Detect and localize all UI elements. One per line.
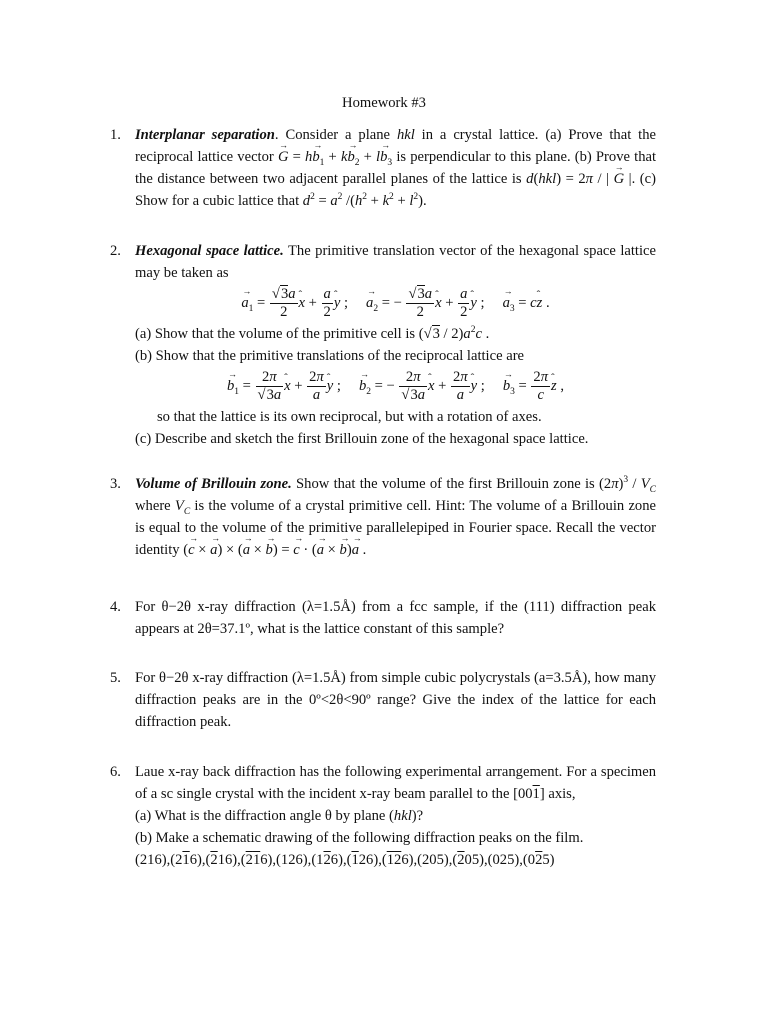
problem-6: 6. Laue x-ray back diffraction has the following experimental arrangement. For a specimen of a sc single crystal with the incident x-ray beam parallel to the [001] axis, (a) What is the diffraction angle θ by plane (hkl)? (b) Make a schematic drawing of the following diffraction peaks on the film. (216),(216),(216),(216),(126),(126),(126),(126),(205),(205),(025),(025) (110, 761, 656, 871)
problem-number: 2. (110, 243, 121, 259)
problem-heading: Hexagonal space lattice. (135, 243, 284, 259)
problem-number: 1. (110, 127, 121, 143)
problem-heading: Volume of Brillouin zone. (135, 476, 292, 492)
vector-identity: (→ c × → a) × (→ a × → b) = → c · (→ a × → b)→ a . (183, 542, 366, 558)
problem-heading: Interplanar separation (135, 127, 275, 143)
problem-4: 4. For θ−2θ x-ray diffraction (λ=1.5Å) from a fcc sample, if the (111) diffraction peak appears at 2θ=37.1º, what is the lattice constant of this sample? (110, 596, 656, 640)
reciprocal-vector-formula: → $G = h\to b_1 + k\to b_2 + l\to b_3$ (278, 149, 392, 165)
problem-3: 3. Volume of Brillouin zone. Show that the volume of the first Brillouin zone is $(2\pi)^3 / V_C$ where $V_C$ is the volume of a crystal primitive cell. Hint: The volume of a Brillouin zone is equal to the volume of the primitive parallelepiped in Fourier space. Recall the vector identity (→ c × → a) × (→ a × → b) = → c · (→ a × → b)→ a . (110, 473, 656, 561)
page-title: Homework #3 (342, 95, 426, 111)
reciprocal-vectors-equation: → $b_1$ = $\frac{2\pi}{√3a}$ ˆ x + $\frac{2\pi}{a}$ ˆ y ;→ $b_2$ = − $\frac{2\pi}{√3a}$ ˆ x + $\frac{2\pi}{a}$ ˆ y ;→ $b_3$ = $\frac{2\pi}{c}$ ˆ z , (135, 369, 656, 404)
spacing-formula: d(hkl) = 2π / | → G | (526, 171, 631, 187)
problem-number: 4. (110, 599, 121, 615)
problem-2: 2. Hexagonal space lattice. The primitive translation vector of the hexagonal space lattice may be taken as → $a_1$ = $\frac{√3a}{2}$ ˆ x + $\frac{a}{2}$ ˆ y ;→ $a_2$ = − $\frac{√3a}{2}$ ˆ x + $\frac{a}{2}$ ˆ y ;→ $a_3$ = cˆ z . (a) Show that the volume of the primitive cell is $(√3 / 2)a^2c$ . (b) Show that the primitive translations of the reciprocal lattice are → $b_1$ = $\frac{2\pi}{√3a}$ ˆ x + $\frac{2\pi}{a}$ ˆ y ;→ $b_2$ = − $\frac{2\pi}{√3a}$ ˆ x + $\frac{2\pi}{a}$ ˆ y ;→ $b_3$ = $\frac{2\pi}{c}$ ˆ z , so that the lattice is its own reciprocal, but with a rotation of axes. (c) Describe and sketch the first Brillouin zone of the hexagonal space lattice. (110, 240, 656, 450)
diffraction-peak-list: (216),(216),(216),(216),(126),(126),(126),(126),(205),(205),(025),(025) (135, 852, 555, 868)
problem-number: 6. (110, 764, 121, 780)
primitive-vectors-equation: → $a_1$ = $\frac{√3a}{2}$ ˆ x + $\frac{a}{2}$ ˆ y ;→ $a_2$ = − $\frac{√3a}{2}$ ˆ x + $\frac{a}{2}$ ˆ y ;→ $a_3$ = cˆ z . (135, 286, 656, 321)
problem-1: 1. Interplanar separation. Consider a plane hkl in a crystal lattice. (a) Prove that the reciprocal lattice vector → $G = h\to b_1 + k\to b_2 + l\to b_3$ is perpendicular to this plane. (b) Prove that the distance between two adjacent parallel planes of the lattice is d(hkl) = 2π / | → G |. (c) Show for a cubic lattice that $d^2 = a^2$ $/(h^2 + k^2 + l^2)$. (110, 124, 656, 212)
bz-volume-formula: $(2\pi)^3 / V_C$ (599, 475, 656, 495)
problem-number: 5. (110, 670, 121, 686)
volume-formula: $(√3 / 2)a^2c$ . (418, 325, 490, 342)
cubic-formula: $d^2 = a^2$ $/(h^2 + k^2 + l^2)$ (302, 192, 424, 209)
problem-number: 3. (110, 476, 121, 492)
problem-5: 5. For θ−2θ x-ray diffraction (λ=1.5Å) from simple cubic polycrystals (a=3.5Å), how many diffraction peaks are in the 0º<2θ<90º range? Give the index of the lattice for each diffraction peak. (110, 667, 656, 733)
